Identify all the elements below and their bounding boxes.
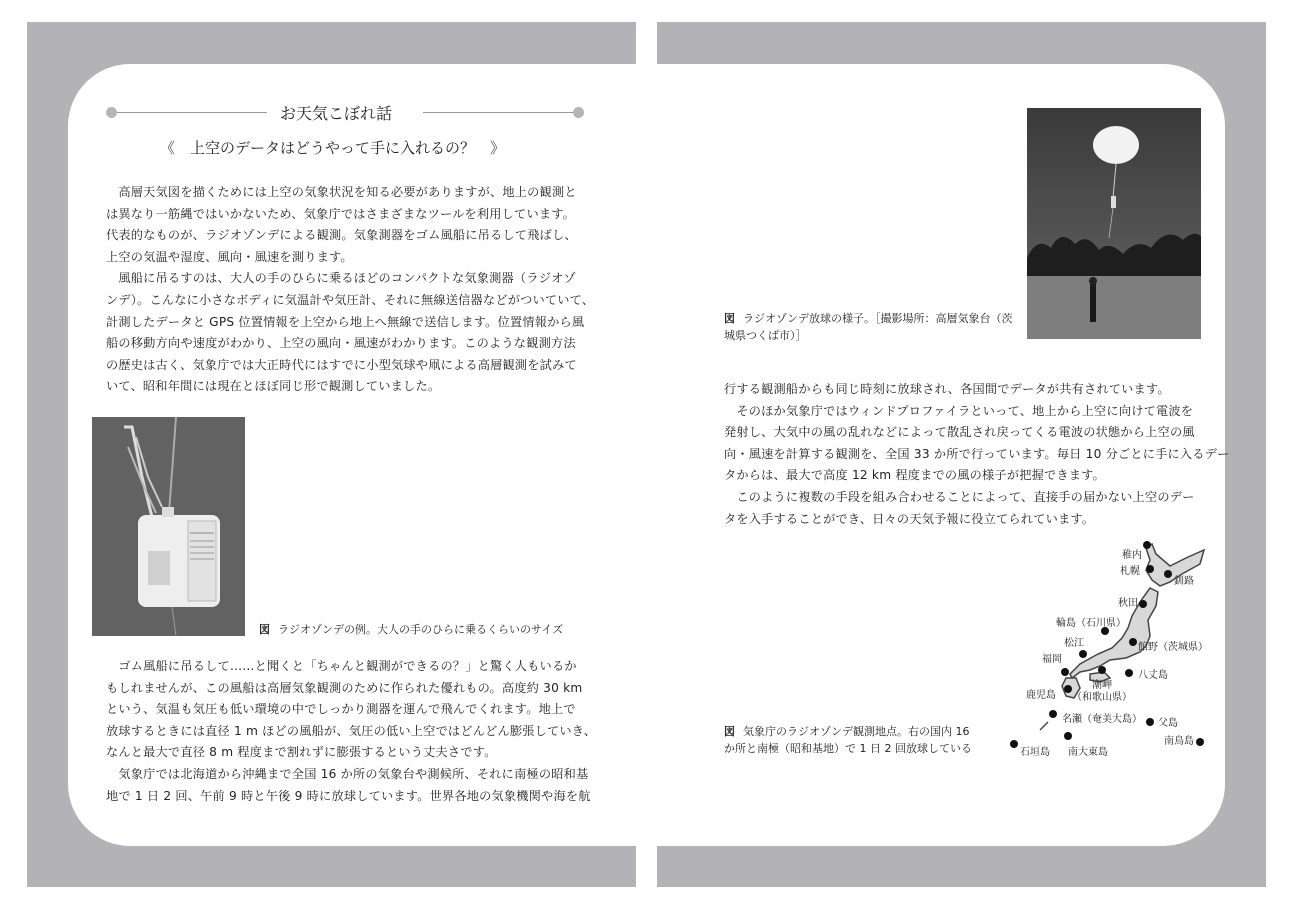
station-dot-kagoshima [1064,685,1072,693]
text-line: の歴史は古く、気象庁では大正時代にはすでに小型気球や凧による高層観測を試みて [106,357,577,372]
text-line: 向・風速を計算する観測を、全国 33 か所で行っています。毎日 10 分ごとに手に入るデー [724,446,1230,461]
text-line: もしれませんが、この風船は高層気象観測のために作られた優れもの。高度約 30 km [106,680,583,695]
station-dot-hachijojima [1125,669,1133,677]
fig2-caption-line: 城県つくば市）］ [724,329,807,342]
map-label-kagoshima: 鹿児島 [1026,690,1056,701]
fig1-caption-label: 図 [259,623,270,636]
fig3-caption-label: 図 [724,725,735,738]
station-dot-kushiro [1164,570,1172,578]
text-line: タからは、最大で高度 12 km 程度までの風の様子が把握できます。 [724,468,1105,483]
map-label-kushiro: 釧路 [1174,576,1194,587]
page-subtitle: 《 上空のデータはどうやって手に入れるの？ 》 [160,139,506,157]
text-line: このように複数の手段を組み合わせることによって、直接手の届かない上空のデー [724,489,1195,504]
text-line: ゴム風船に吊るして……と聞くと「ちゃんと観測ができるの？」と驚く人もいるか [106,659,577,673]
fig1-caption [259,621,563,638]
station-dot-minamitorishima [1196,738,1204,746]
balloon-launch-illustration [1027,108,1201,339]
station-dot-chichijima [1146,718,1154,726]
body-text-block-3 [724,379,1229,530]
text-line: 気象庁では北海道から沖縄まで全国 16 か所の気象台や測候所、それに南極の昭和基 [106,766,589,781]
fig3-caption-line: 気象庁のラジオゾンデ観測地点。右の国内 16 [743,725,970,738]
text-line: いて、昭和年間には現在とほぼ同じ形で観測していました。 [106,379,441,394]
station-dot-minamidaitojima [1064,732,1072,740]
text-line: は異なり一筋縄ではいかないため、気象庁ではさまざまなツールを利用しています。 [106,206,576,221]
station-dot-sapporo [1146,565,1154,573]
text-line: 放球するときには直径 1 m ほどの風船が、気圧の低い上空ではどんどん膨張していき、 [106,723,597,738]
map-label-wajima: 輪島（石川県） [1056,618,1126,629]
map-label-minamitorishima: 南鳥島 [1164,736,1194,747]
body-text-block-1 [106,182,594,398]
map-label-naze: 名瀬（奄美大島） [1062,714,1142,725]
fig2-caption-label: 図 [724,312,735,325]
station-dot-akita [1139,600,1147,608]
text-line: なんと最大で直径 8 m 程度まで割れずに膨張するという丈夫さです。 [106,745,497,760]
station-dot-shionomisaki [1098,666,1106,674]
station-dot-tateno [1129,638,1137,646]
text-line: 船の移動方向や速度がわかり、上空の風向・風速がわかります。このような観測方法 [106,336,576,351]
map-label-shionomisaki: 潮岬 [1092,680,1112,691]
fig3-caption-line: か所と南極（昭和基地）で 1 日 2 回放球している [724,742,972,755]
text-line: そのほか気象庁ではウィンドプロファイラといって、地上から上空に向けて電波を [724,403,1194,418]
station-dot-naze [1049,710,1057,718]
balloon-launch-photo [1027,108,1201,339]
body-text-block-2 [106,656,596,807]
radiosonde-illustration [92,417,245,636]
fig3-caption [724,723,972,757]
map-label-chichijima: 父島 [1158,718,1178,729]
map-label-wakkanai: 稚内 [1122,550,1142,561]
map-label-akita: 秋田 [1118,598,1138,609]
fig1-caption-text: ラジオゾンデの例。大人の手のひらに乗るくらいのサイズ [278,623,564,636]
text-line: 上空の気温や湿度、風向・風速を測ります。 [106,249,353,264]
fig2-caption [724,310,1013,344]
station-dot-wakkanai [1143,541,1151,549]
text-line: という、気温も気圧も低い環境の中でしっかり測器を運んで飛んでくれます。地上で [106,702,576,717]
text-line: 発射し、大気中の風の乱れなどによって散乱され戻ってくる電波の状態から上空の風 [724,425,1195,440]
map-label-matsue: 松江 [1064,638,1084,649]
map-label-minamidaitojima: 南大東島 [1068,747,1108,758]
station-dot-fukuoka [1061,668,1069,676]
text-line: タを入手することができ、日々の天気予報に役立てられています。 [724,511,1095,526]
text-line: 行する観測船からも同じ時刻に放球され、各国間でデータが共有されています。 [724,382,1170,396]
fig2-caption-line: ラジオゾンデ放球の様子。［撮影場所：高層気象台（茨 [743,312,1013,325]
map-label-sapporo: 札幌 [1120,566,1140,577]
station-dot-matsue [1079,650,1087,658]
text-line: 風船に吊るすのは、大人の手のひらに乗るほどのコンパクトな気象測器（ラジオゾ [106,271,576,286]
text-line: 計測したデータと GPS 位置情報を上空から地上へ無線で送信します。位置情報から風 [106,314,585,329]
map-label-fukuoka: 福岡 [1042,654,1062,665]
map-label-shionomisaki-pref: （和歌山県） [1072,692,1132,703]
text-line: ンデ）。こんなに小さなボディに気温計や気圧計、それに無線送信器などがついていて、 [106,292,595,307]
text-line: 地で 1 日 2 回、午前 9 時と午後 9 時に放球しています。世界各地の気象機関や海を航 [106,788,591,803]
map-label-tateno: 館野（茨城県） [1138,642,1208,653]
station-dot-ishigakijima [1010,740,1018,748]
section-title: お天気こぼれ話 [280,104,393,123]
japan-station-map [1000,540,1220,760]
map-label-ishigakijima: 石垣島 [1020,747,1050,758]
text-line: 高層天気図を描くためには上空の気象状況を知る必要がありますが、地上の観測と [106,185,577,199]
radiosonde-photo [92,417,245,636]
text-line: 代表的なものが、ラジオゾンデによる観測。気象測器をゴム風船に吊るして飛ばし、 [106,228,577,243]
map-label-hachijojima: 八丈島 [1138,670,1168,681]
